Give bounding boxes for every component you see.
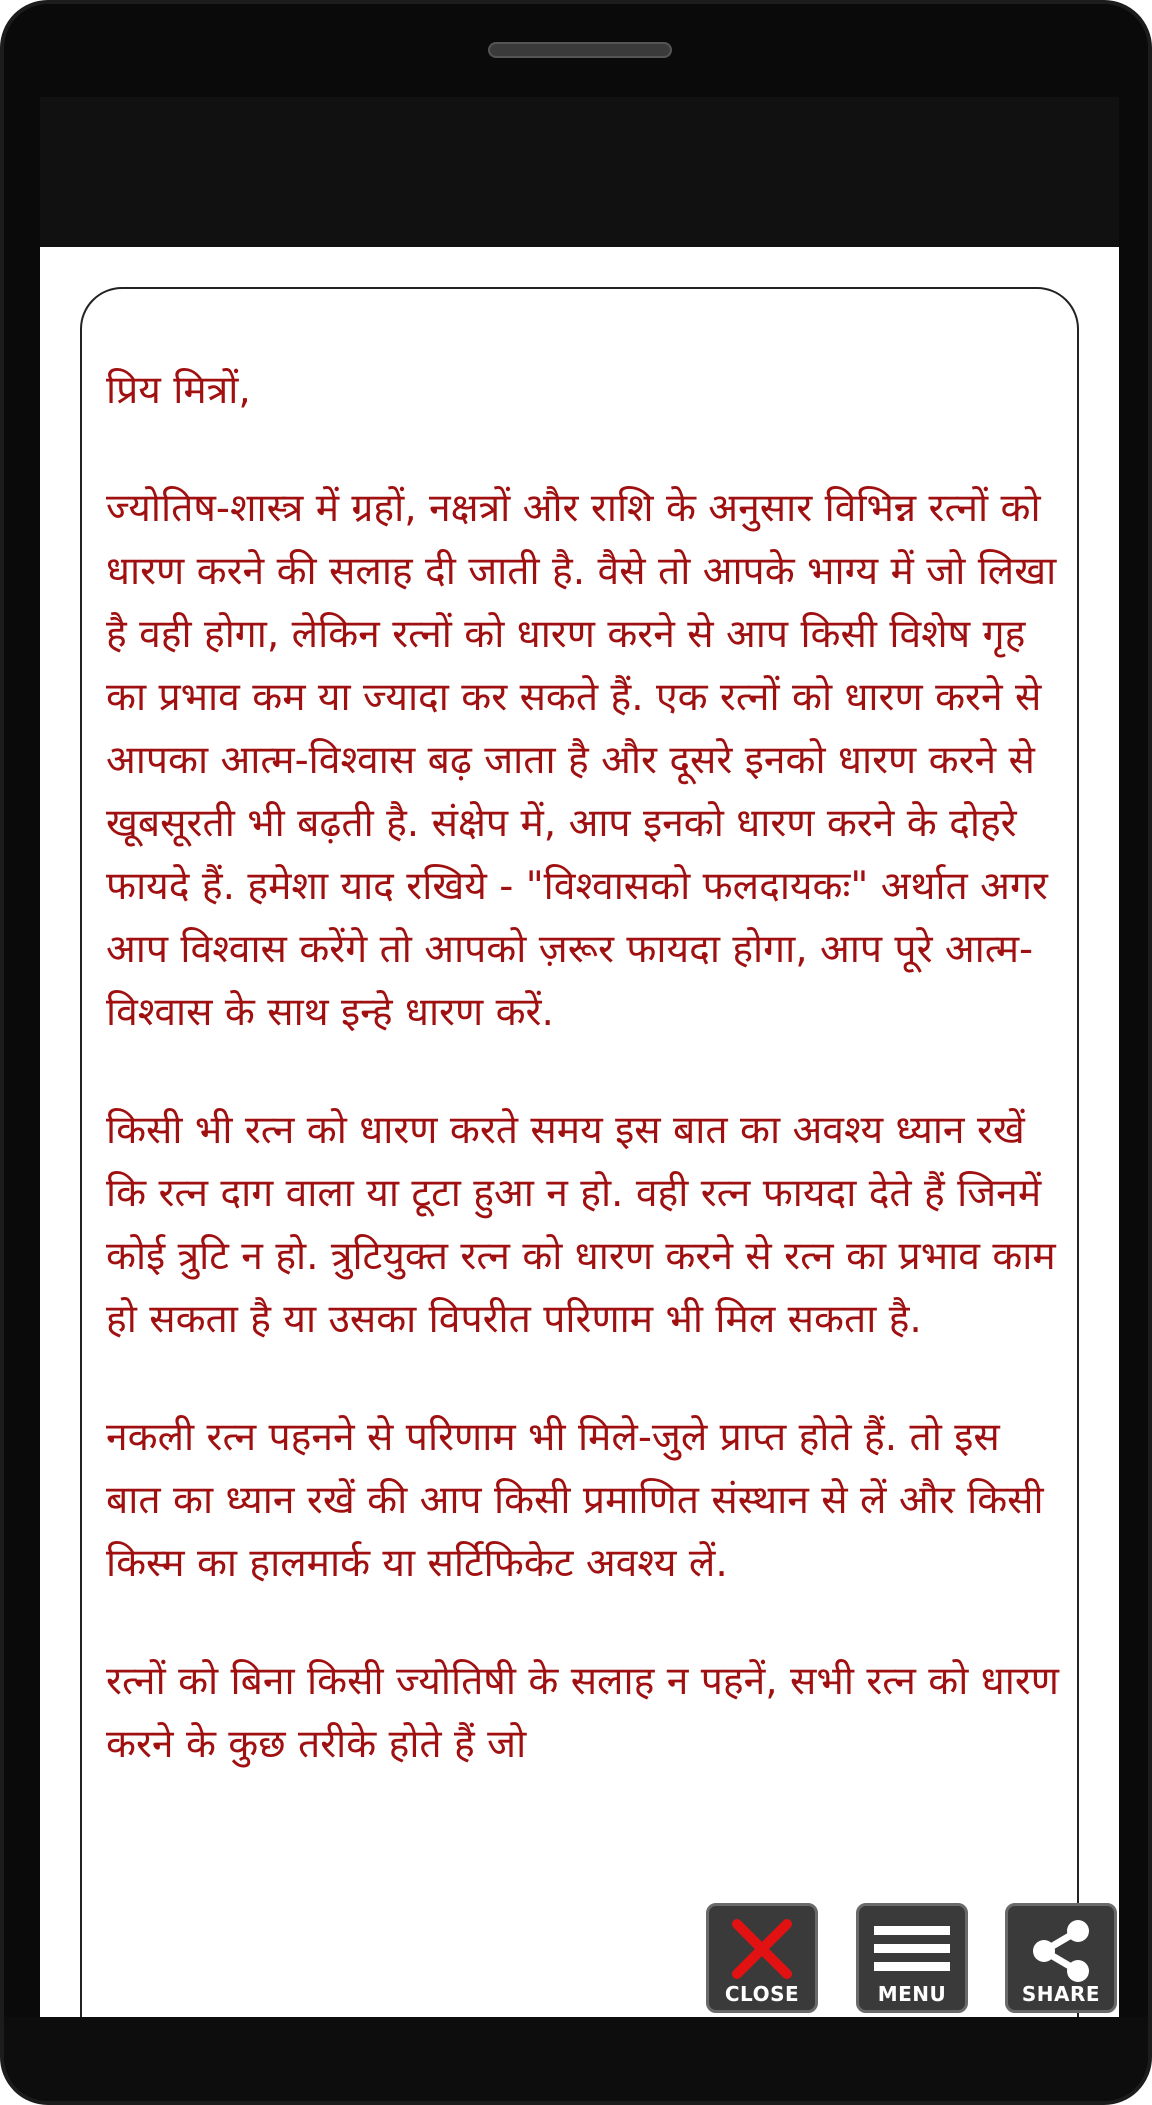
article-paragraph-2: किसी भी रत्न को धारण करते समय इस बात का अवश्य ध्यान रखें कि रत्न दाग वाला या टूटा हुआ न हो. वही रत्न फायदा देते हैं जिनमें कोई त्रुटि न हो. त्रुटियुक्त रत्न को धारण करने से रत्न का प्रभाव काम हो सकता है या उसका विपरीत परिणाम भी मिल सकता है. [106, 1108, 1056, 1342]
article-text [106, 359, 1066, 1831]
speaker-grille [488, 42, 672, 58]
menu-button-label: MENU [877, 1982, 947, 2006]
share-icon [1026, 1918, 1096, 1984]
share-button[interactable] [1005, 1903, 1117, 2013]
article-paragraph-3: नकली रत्न पहनने से परिणाम भी मिले-जुले प्राप्त होते हैं. तो इस बात का ध्यान रखें की आप किसी प्रमाणित संस्थान से लें और किसी किस्म का हालमार्क या सर्टिफिकेट अवश्य लें. [106, 1415, 1044, 1586]
close-button[interactable] [706, 1903, 818, 2013]
menu-icon [870, 1918, 954, 1978]
article-greeting: प्रिय मित्रों, [106, 368, 251, 413]
app-screen [40, 97, 1119, 2017]
content-card[interactable] [80, 287, 1079, 2017]
article-paragraph-4: रत्नों को बिना किसी ज्योतिषी के सलाह न पहनें, सभी रत्न को धारण करने के कुछ तरीके होते हैं जो [106, 1659, 1059, 1767]
close-button-label: CLOSE [724, 1982, 800, 2006]
menu-button[interactable] [856, 1903, 968, 2013]
article-paragraph-1: ज्योतिष-शास्त्र में ग्रहों, नक्षत्रों और राशि के अनुसार विभिन्न रत्नों को धारण करने की सलाह दी जाती है. वैसे तो आपके भाग्य में जो लिखा है वही होगा, लेकिन रत्नों को धारण करने से आप किसी विशेष गृह का प्रभाव कम या ज्यादा कर सकते हैं. एक रत्नों को धारण करने से आपका आत्म-विश्वास बढ़ जाता है और दूसरे इनको धारण करने से खूबसूरती भी बढ़ती है. संक्षेप में, आप इनको धारण करने के दोहरे फायदे हैं. हमेशा याद रखिये - "विश्वासको फलदायकः" अर्थात अगर आप विश्वास करेंगे तो आपको ज़रूर फायदा होगा, आप पूरे आत्म-विश्वास के साथ इन्हे धारण करें. [106, 486, 1057, 1035]
top-bar [40, 97, 1119, 247]
share-button-label: SHARE [1021, 1982, 1101, 2006]
bottom-bezel [4, 2017, 1152, 2105]
close-icon [727, 1918, 797, 1980]
